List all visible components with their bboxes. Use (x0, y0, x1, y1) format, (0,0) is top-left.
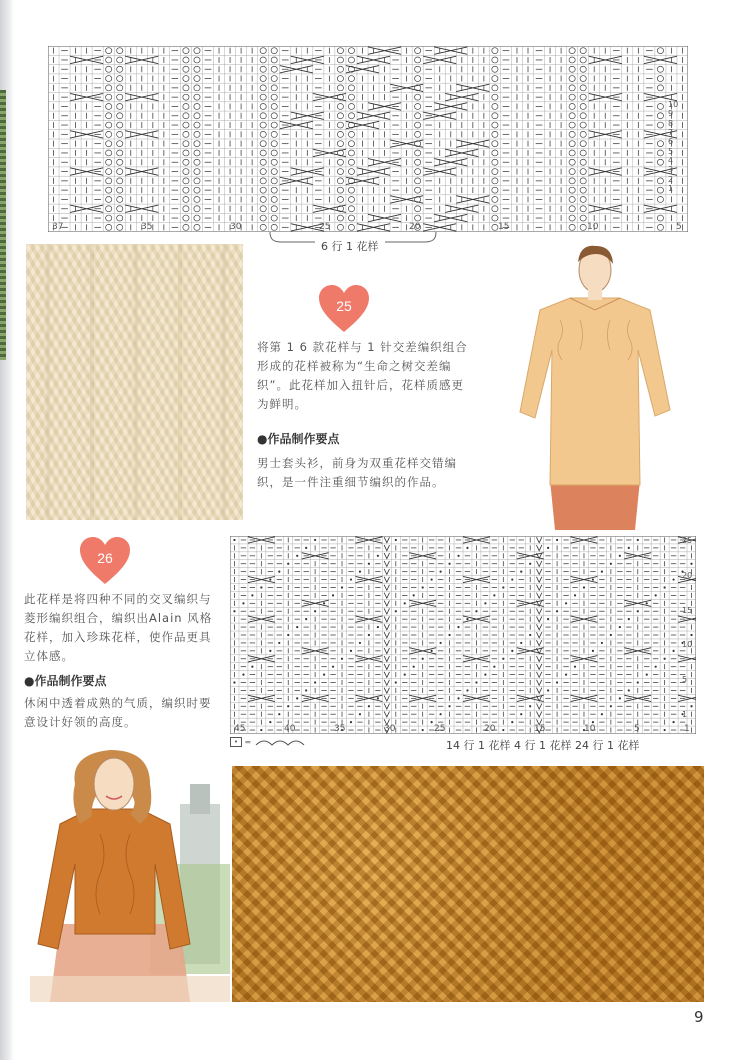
axis-number: 7 (668, 128, 674, 137)
axis-number: 40 (284, 724, 296, 734)
axis-number: 8 (668, 119, 674, 128)
pattern-26-section-title: ●作品制作要点 (24, 674, 107, 688)
chart-26-row-numbers (682, 536, 696, 726)
illustration-woman-sweater (30, 744, 230, 1002)
chart-26-grid (230, 536, 696, 734)
axis-number: 9 (668, 109, 674, 118)
page-stripe-decoration (0, 90, 6, 360)
axis-number: 5 (668, 147, 674, 156)
bobble-stitch-icon (254, 737, 314, 747)
chart-26-key-equals: = (244, 737, 252, 747)
axis-number: 10 (587, 222, 599, 232)
axis-number: 10 (668, 100, 679, 109)
axis-number: 15 (534, 724, 546, 734)
chart-25-grid (48, 46, 688, 232)
axis-number: 25 (682, 536, 693, 545)
swatch-photo-26 (232, 766, 704, 1002)
axis-number: 2 (668, 175, 674, 184)
axis-number: 45 (234, 724, 246, 734)
chart-25-repeat-label: 6 行 1 花样 (315, 238, 385, 254)
axis-number: 5 (676, 222, 682, 232)
pattern-26-note: 休闲中透着成熟的气质，编织时要意设计好领的高度。 (24, 696, 212, 729)
knitting-chart-25 (48, 46, 688, 232)
axis-number: 20 (484, 724, 496, 734)
axis-number: 15 (682, 606, 693, 615)
axis-number: 5 (682, 675, 688, 684)
axis-number: 4 (668, 156, 674, 165)
axis-number: 10 (682, 640, 693, 649)
chart-25-row-numbers (668, 100, 682, 200)
axis-number: 20 (409, 222, 421, 232)
pattern-25-number: 25 (336, 298, 352, 314)
axis-number: 1 (668, 184, 674, 193)
pattern-25-heart-badge (317, 284, 371, 334)
axis-number: 1 (684, 724, 690, 734)
chart-26-column-numbers (230, 724, 696, 736)
chart-26-repeat-labels: 14 行 1 花样 4 行 1 花样 24 行 1 花样 (446, 739, 640, 752)
axis-number: 37 (52, 222, 64, 232)
axis-number: 20 (682, 571, 693, 580)
axis-number: 1 (682, 710, 688, 719)
swatch-photo-25 (26, 244, 243, 520)
axis-number: 3 (668, 165, 674, 174)
axis-number: 30 (230, 222, 242, 232)
chart-26-key (230, 737, 314, 747)
pattern-26-heart-badge (78, 536, 132, 586)
axis-number: 25 (434, 724, 446, 734)
pattern-25-note: 男士套头衫，前身为双重花样交错编织，是一件注重细节编织的作品。 (257, 456, 457, 489)
axis-number: 35 (334, 724, 346, 734)
pattern-26-description: 此花样是将四种不同的交叉编织与菱形编织组合，编织出Alain 风格花样，加入珍珠花样，使作品更具立体感。 (24, 592, 213, 663)
purl-dot-icon: • (230, 737, 242, 747)
axis-number: 25 (319, 222, 331, 232)
axis-number: 15 (498, 222, 510, 232)
knitting-chart-26 (230, 536, 696, 734)
page-number: 9 (694, 1008, 704, 1026)
axis-number: 5 (634, 724, 640, 734)
pattern-26-number: 26 (97, 550, 113, 566)
axis-number: 6 (668, 137, 674, 146)
axis-number: 35 (141, 222, 153, 232)
pattern-25-section-title: ●作品制作要点 (257, 432, 340, 446)
illustration-man-sweater (510, 240, 680, 530)
axis-number: 10 (584, 724, 596, 734)
pattern-25-description: 将第 1 6 款花样与 1 针交差编织组合形成的花样被称为“生命之树交差编织”。此花样加入扭针后，花样质感更为鲜明。 (257, 340, 468, 411)
axis-number: 30 (384, 724, 396, 734)
